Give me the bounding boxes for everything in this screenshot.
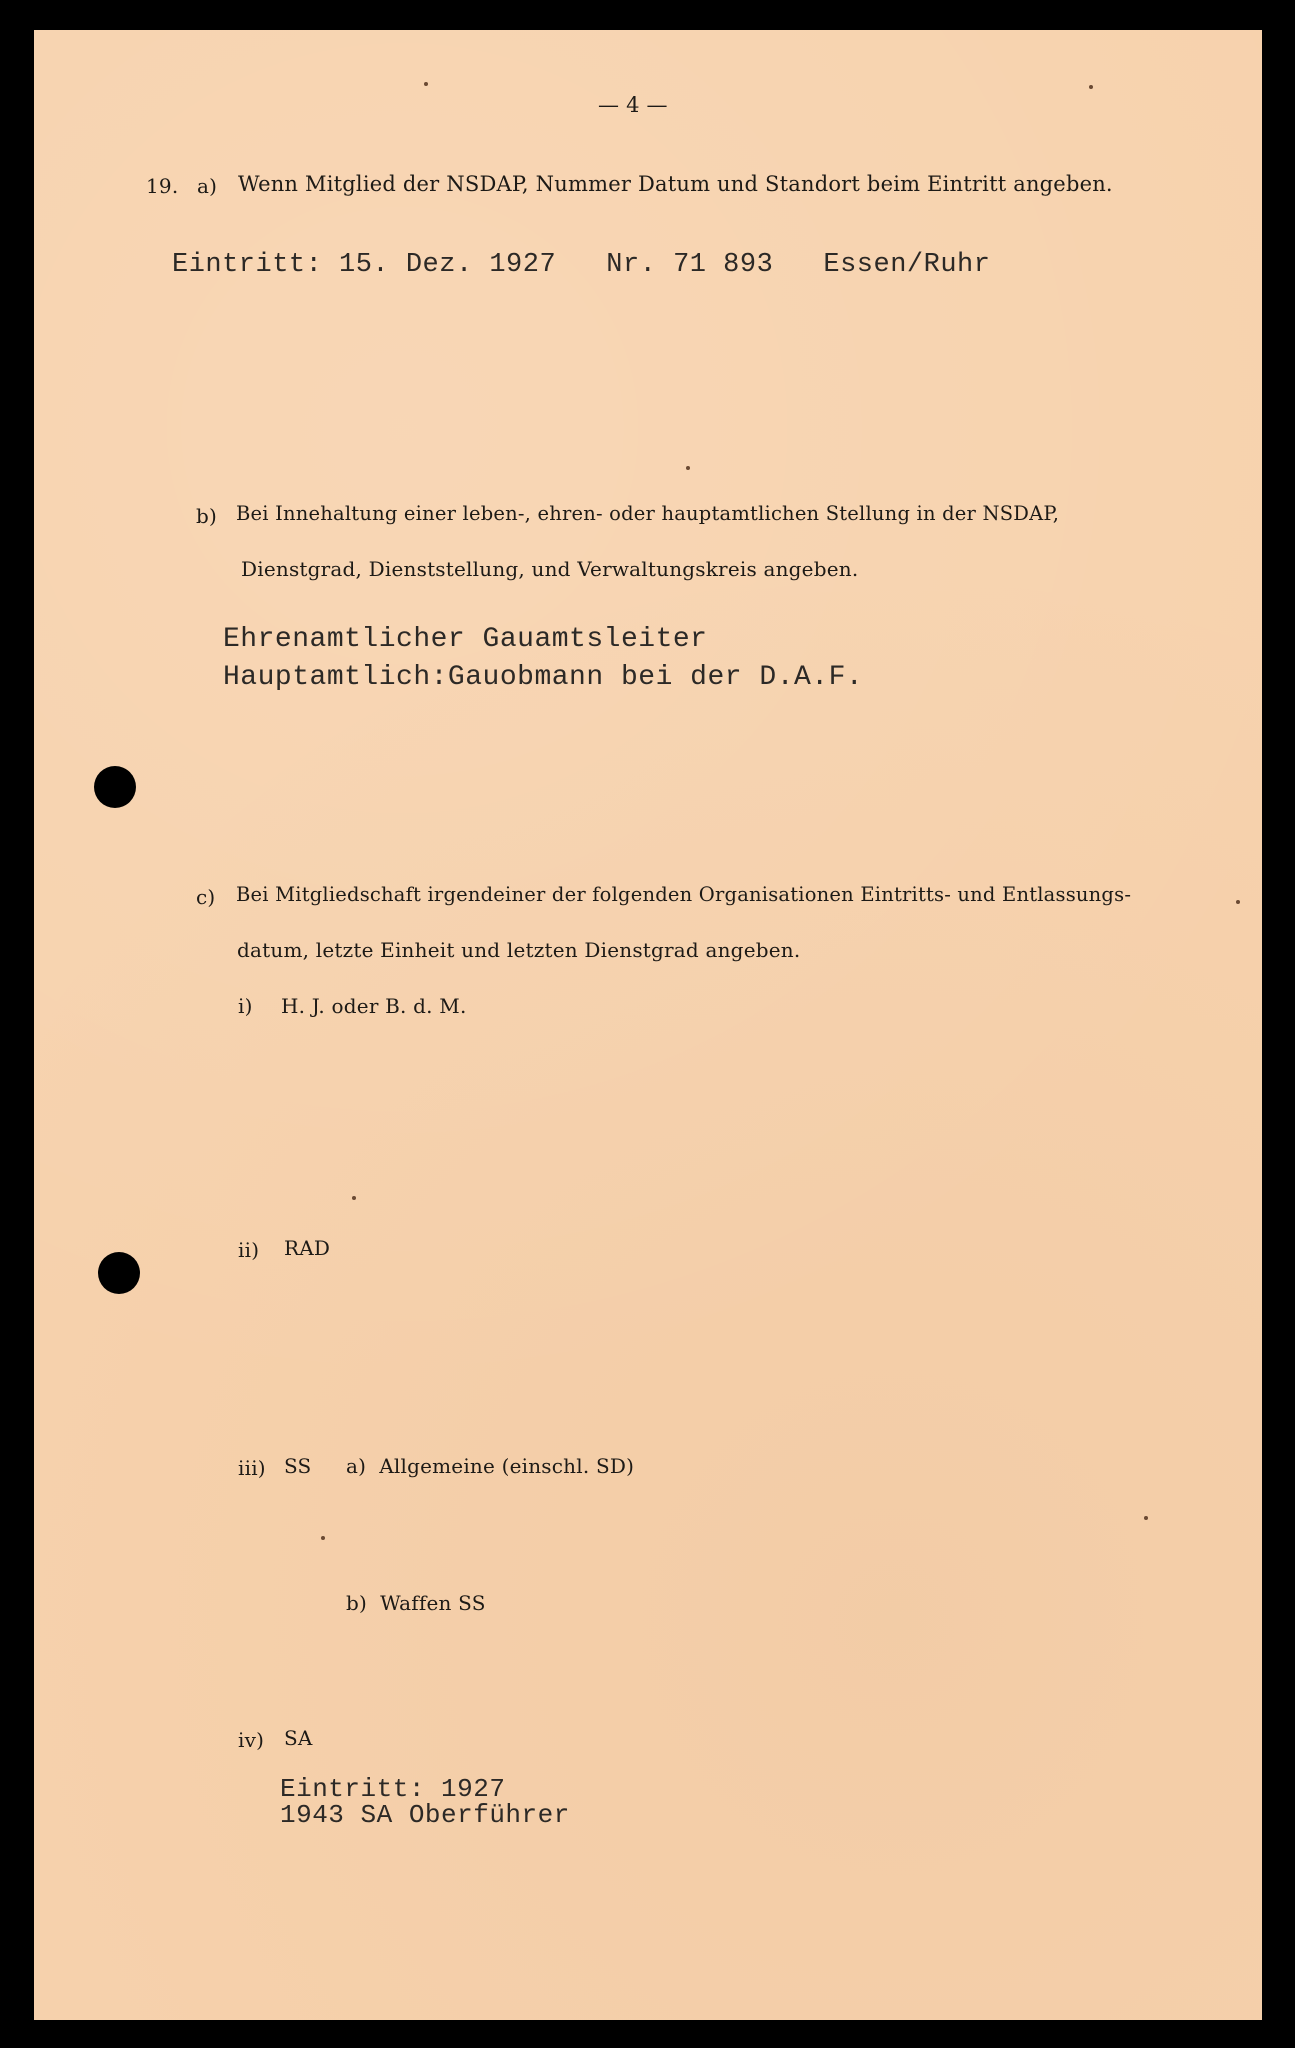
q19b-question-line1: Bei Innehaltung einer leben-, ehren- oder hauptamtlichen Stellung in der NSDAP, (236, 502, 1060, 525)
item-iii-sub-a: a) Allgemeine (einschl. SD) (346, 1454, 635, 1478)
q19b-question-line2: Dienstgrad, Dienststellung, und Verwaltungskreis angeben. (241, 557, 859, 581)
paper-speck (352, 1196, 356, 1200)
q19a-answer: Eintritt: 15. Dez. 1927 Nr. 71 893 Essen/Ruhr (172, 250, 991, 280)
q19b-label: b) (196, 504, 218, 528)
item-iv-answer-line1: Eintritt: 1927 (280, 1774, 506, 1804)
paper-speck (321, 1536, 325, 1540)
punch-hole-top (94, 766, 136, 808)
item-iv-label: iv) (238, 1728, 265, 1752)
paper-speck (1236, 900, 1240, 904)
q19b-answer-line1: Ehrenamtlicher Gauamtsleiter (223, 624, 708, 655)
q19-number: 19. (146, 174, 179, 198)
q19a-question: Wenn Mitglied der NSDAP, Nummer Datum und Standort beim Eintritt angeben. (238, 172, 1113, 196)
punch-hole-bottom (98, 1252, 140, 1294)
q19a-label: a) (197, 174, 218, 198)
paper-speck (1144, 1516, 1148, 1520)
q19b-answer-line2: Hauptamtlich:Gauobmann bei der D.A.F. (223, 662, 864, 693)
q19c-question-line2: datum, letzte Einheit und letzten Dienstgrad angeben. (237, 938, 801, 962)
item-i-label: i) (238, 994, 253, 1018)
item-iii-label: iii) (238, 1456, 266, 1480)
item-iii-sub-b: b) Waffen SS (346, 1591, 486, 1615)
item-ii-text: RAD (284, 1236, 331, 1260)
paper-speck (686, 466, 690, 470)
item-iii-text: SS (284, 1454, 312, 1478)
item-iv-text: SA (284, 1726, 313, 1750)
paper-speck (1089, 85, 1093, 89)
q19c-label: c) (196, 885, 216, 909)
item-i-text: H. J. oder B. d. M. (281, 994, 467, 1018)
item-iv-answer-line2: 1943 SA Oberführer (280, 1800, 570, 1830)
q19c-question-line1: Bei Mitgliedschaft irgendeiner der folgenden Organisationen Eintritts- und Entlassungs- (236, 883, 1132, 906)
page-number: — 4 — (598, 93, 668, 117)
item-ii-label: ii) (238, 1238, 260, 1262)
document-page (34, 30, 1262, 2020)
paper-speck (424, 82, 428, 86)
